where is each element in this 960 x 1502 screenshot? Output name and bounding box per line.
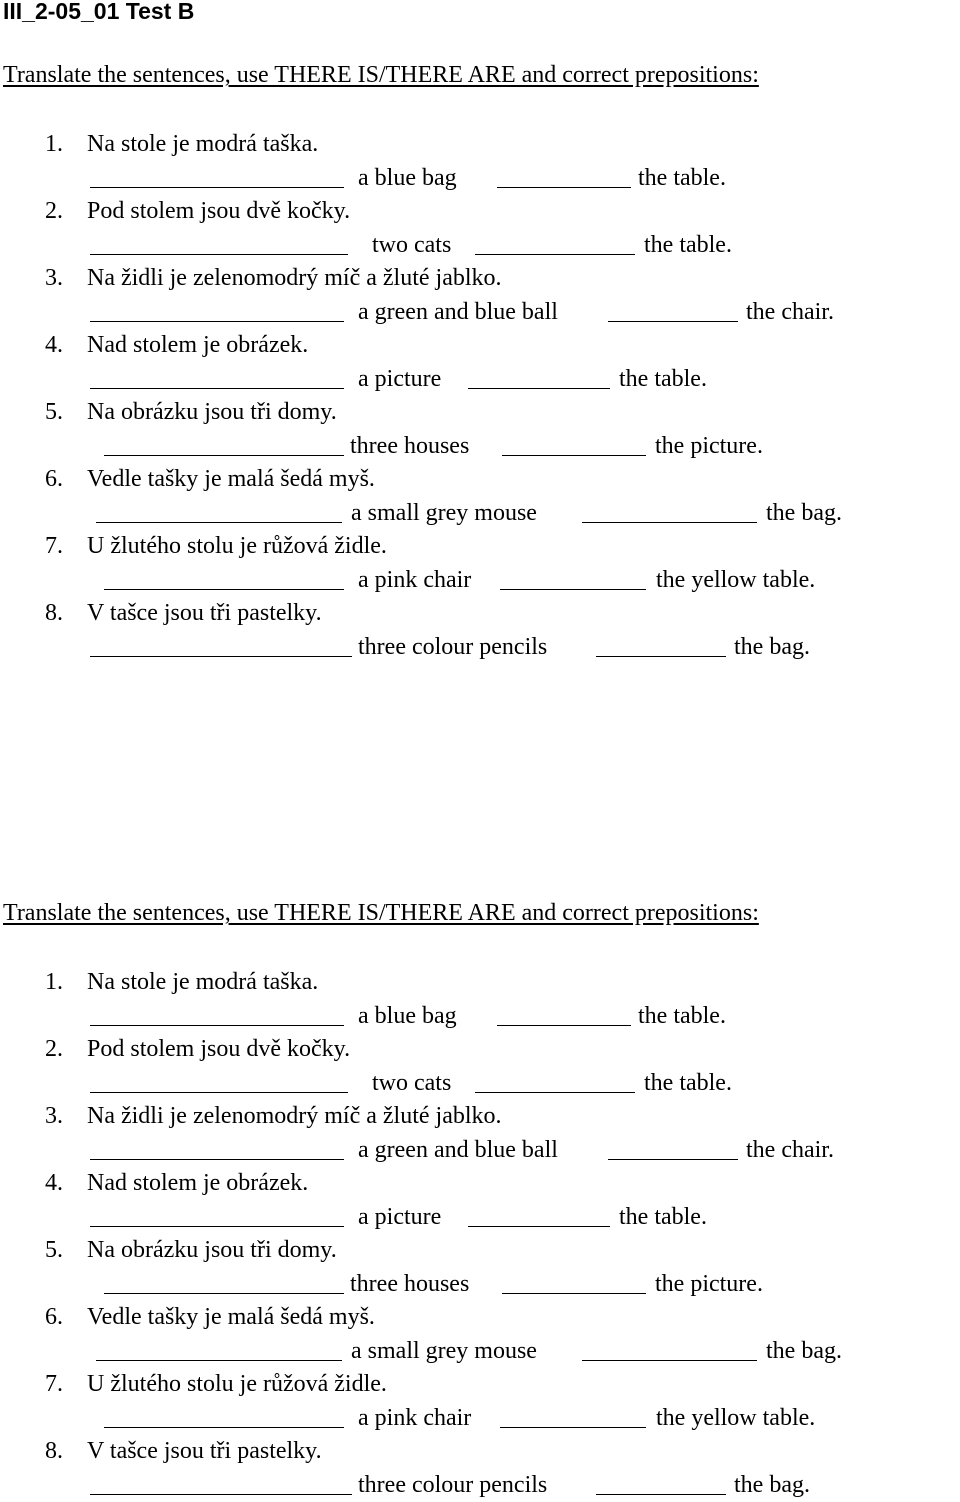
- czech-sentence-text: Pod stolem jsou dvě kočky.: [87, 198, 351, 224]
- answer-blank-there-is-are[interactable]: [104, 589, 344, 590]
- answer-blank-preposition[interactable]: [582, 1360, 757, 1361]
- english-translation-line: [0, 1000, 960, 1033]
- item-number: 2.: [45, 198, 63, 224]
- item-number: 7.: [45, 1371, 63, 1397]
- english-translation-line: [0, 1268, 960, 1301]
- answer-blank-there-is-are[interactable]: [90, 1494, 352, 1495]
- czech-sentence-text: U žlutého stolu je růžová židle.: [87, 1371, 387, 1397]
- answer-blank-there-is-are[interactable]: [96, 522, 342, 523]
- document-id: III_2-05_01 Test B: [3, 0, 195, 24]
- answer-blank-there-is-are[interactable]: [90, 1159, 344, 1160]
- item-number: 4.: [45, 1170, 63, 1196]
- english-subject: a pink chair: [358, 566, 472, 593]
- exercise-section: [0, 838, 960, 1498]
- czech-sentence: [45, 1100, 502, 1133]
- answer-blank-preposition[interactable]: [475, 254, 635, 255]
- english-object: the yellow table.: [656, 1404, 816, 1431]
- item-number: 1.: [45, 969, 63, 995]
- answer-blank-there-is-are[interactable]: [90, 187, 344, 188]
- english-object: the bag.: [734, 633, 810, 660]
- answer-blank-preposition[interactable]: [475, 1092, 635, 1093]
- czech-sentence-text: Na stole je modrá taška.: [87, 131, 319, 157]
- english-subject: three colour pencils: [358, 633, 548, 660]
- answer-blank-there-is-are[interactable]: [104, 455, 344, 456]
- czech-sentence: [45, 396, 337, 429]
- english-object: the picture.: [655, 432, 763, 459]
- answer-blank-preposition[interactable]: [582, 522, 757, 523]
- english-object: the table.: [644, 231, 732, 258]
- czech-sentence-text: Na židli je zelenomodrý míč a žluté jablko.: [87, 1103, 502, 1129]
- czech-sentence: [45, 1167, 308, 1200]
- answer-blank-preposition[interactable]: [608, 321, 738, 322]
- english-translation-line: [0, 363, 960, 396]
- answer-blank-preposition[interactable]: [497, 1025, 631, 1026]
- item-number: 1.: [45, 131, 63, 157]
- answer-blank-preposition[interactable]: [500, 589, 646, 590]
- english-subject: a pink chair: [358, 1404, 472, 1431]
- instruction-heading: Translate the sentences, use THERE IS/THERE ARE and correct prepositions:: [3, 900, 759, 926]
- answer-blank-preposition[interactable]: [468, 1226, 610, 1227]
- czech-sentence-text: U žlutého stolu je růžová židle.: [87, 533, 387, 559]
- czech-sentence: [45, 1234, 337, 1267]
- answer-blank-there-is-are[interactable]: [90, 1092, 348, 1093]
- czech-sentence-text: Na židli je zelenomodrý míč a žluté jablko.: [87, 265, 502, 291]
- czech-sentence: [45, 329, 308, 362]
- czech-sentence: [45, 966, 318, 999]
- english-subject: three houses: [350, 1270, 470, 1297]
- english-translation-line: [0, 497, 960, 530]
- czech-sentence-text: Vedle tašky je malá šedá myš.: [87, 1304, 375, 1330]
- english-translation-line: [0, 229, 960, 262]
- czech-sentence-text: V tašce jsou tři pastelky.: [87, 1438, 322, 1464]
- czech-sentence: [45, 1435, 322, 1468]
- answer-blank-preposition[interactable]: [502, 455, 646, 456]
- item-number: 3.: [45, 265, 63, 291]
- item-number: 3.: [45, 1103, 63, 1129]
- answer-blank-there-is-are[interactable]: [96, 1360, 342, 1361]
- answer-blank-there-is-are[interactable]: [90, 321, 344, 322]
- czech-sentence-text: Pod stolem jsou dvě kočky.: [87, 1036, 351, 1062]
- english-object: the yellow table.: [656, 566, 816, 593]
- answer-blank-there-is-are[interactable]: [90, 656, 352, 657]
- english-translation-line: [0, 564, 960, 597]
- english-subject: three colour pencils: [358, 1471, 548, 1498]
- item-number: 8.: [45, 600, 63, 626]
- english-translation-line: [0, 631, 960, 664]
- answer-blank-preposition[interactable]: [497, 187, 631, 188]
- czech-sentence: [45, 1368, 387, 1401]
- answer-blank-preposition[interactable]: [596, 656, 726, 657]
- czech-sentence: [45, 530, 387, 563]
- item-number: 6.: [45, 466, 63, 492]
- english-translation-line: [0, 162, 960, 195]
- answer-blank-preposition[interactable]: [468, 388, 610, 389]
- english-subject: a small grey mouse: [351, 499, 537, 526]
- czech-sentence: [45, 1033, 350, 1066]
- english-object: the table.: [619, 365, 707, 392]
- english-translation-line: [0, 430, 960, 463]
- english-subject: three houses: [350, 432, 470, 459]
- english-translation-line: [0, 1067, 960, 1100]
- english-translation-line: [0, 1134, 960, 1167]
- instruction-heading: Translate the sentences, use THERE IS/THERE ARE and correct prepositions:: [3, 62, 759, 88]
- english-subject: a green and blue ball: [358, 1136, 558, 1163]
- answer-blank-there-is-are[interactable]: [104, 1293, 344, 1294]
- czech-sentence-text: Na obrázku jsou tři domy.: [87, 399, 337, 425]
- czech-sentence: [45, 128, 318, 161]
- english-object: the table.: [638, 1002, 726, 1029]
- czech-sentence-text: Nad stolem je obrázek.: [87, 332, 309, 358]
- english-object: the table.: [644, 1069, 732, 1096]
- answer-blank-preposition[interactable]: [596, 1494, 726, 1495]
- item-number: 8.: [45, 1438, 63, 1464]
- english-translation-line: [0, 1402, 960, 1435]
- item-number: 5.: [45, 399, 63, 425]
- english-object: the picture.: [655, 1270, 763, 1297]
- czech-sentence-text: Na stole je modrá taška.: [87, 969, 319, 995]
- answer-blank-there-is-are[interactable]: [90, 254, 348, 255]
- answer-blank-preposition[interactable]: [502, 1293, 646, 1294]
- exercise-section: [0, 0, 960, 660]
- answer-blank-there-is-are[interactable]: [90, 1226, 344, 1227]
- english-translation-line: [0, 296, 960, 329]
- english-object: the bag.: [734, 1471, 810, 1498]
- english-object: the bag.: [766, 499, 842, 526]
- english-object: the chair.: [746, 1136, 834, 1163]
- item-number: 7.: [45, 533, 63, 559]
- english-object: the table.: [638, 164, 726, 191]
- english-subject: a picture: [358, 365, 442, 392]
- czech-sentence-text: V tašce jsou tři pastelky.: [87, 600, 322, 626]
- english-object: the bag.: [766, 1337, 842, 1364]
- item-number: 5.: [45, 1237, 63, 1263]
- czech-sentence: [45, 1301, 375, 1334]
- czech-sentence: [45, 195, 350, 228]
- czech-sentence: [45, 463, 375, 496]
- english-subject: a blue bag: [358, 1002, 457, 1029]
- czech-sentence: [45, 597, 322, 630]
- english-subject: two cats: [372, 1069, 452, 1096]
- czech-sentence-text: Vedle tašky je malá šedá myš.: [87, 466, 375, 492]
- english-object: the table.: [619, 1203, 707, 1230]
- answer-blank-there-is-are[interactable]: [104, 1427, 344, 1428]
- czech-sentence: [45, 262, 502, 295]
- answer-blank-preposition[interactable]: [500, 1427, 646, 1428]
- english-subject: a small grey mouse: [351, 1337, 537, 1364]
- item-number: 2.: [45, 1036, 63, 1062]
- english-subject: a picture: [358, 1203, 442, 1230]
- english-translation-line: [0, 1201, 960, 1234]
- english-object: the chair.: [746, 298, 834, 325]
- english-subject: a green and blue ball: [358, 298, 558, 325]
- answer-blank-preposition[interactable]: [608, 1159, 738, 1160]
- item-number: 6.: [45, 1304, 63, 1330]
- czech-sentence-text: Na obrázku jsou tři domy.: [87, 1237, 337, 1263]
- answer-blank-there-is-are[interactable]: [90, 1025, 344, 1026]
- answer-blank-there-is-are[interactable]: [90, 388, 344, 389]
- english-subject: two cats: [372, 231, 452, 258]
- item-number: 4.: [45, 332, 63, 358]
- english-translation-line: [0, 1335, 960, 1368]
- czech-sentence-text: Nad stolem je obrázek.: [87, 1170, 309, 1196]
- english-subject: a blue bag: [358, 164, 457, 191]
- english-translation-line: [0, 1469, 960, 1502]
